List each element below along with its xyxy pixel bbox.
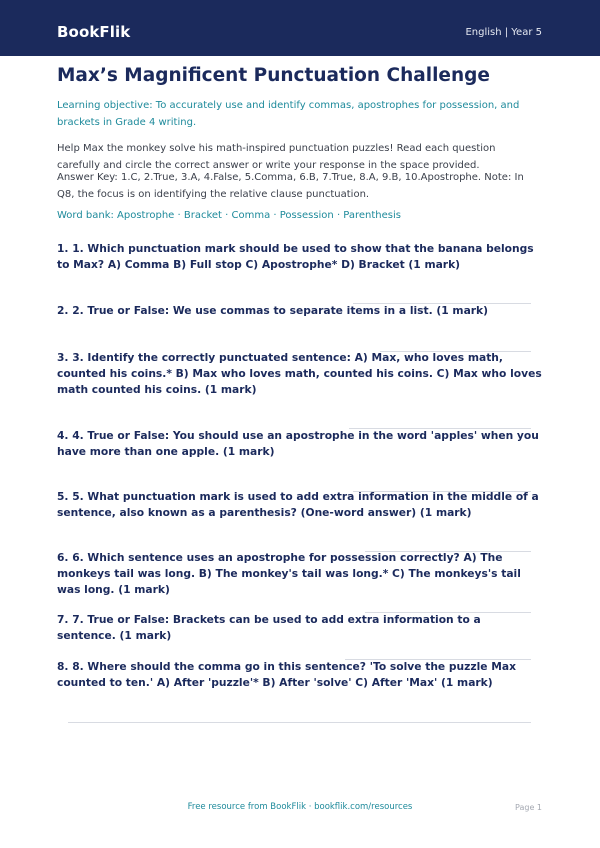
question-2: 2. 2. True or False: We use commas to separate items in a list. (1 mark) xyxy=(57,304,489,317)
question-3: 3. 3. Identify the correctly punctuated sentence: A) Max, who loves math, counted his coins.* B) Max who loves math, counted his coins. C) Max who loves math counted his coins. (1 mark) xyxy=(57,351,542,396)
instructions: Help Max the monkey solve his math-inspired punctuation puzzles! Read each question carefully and circle the correct answer or write your response in the space provided. xyxy=(57,143,496,171)
question-8: 8. 8. Where should the comma go in this sentence? 'To solve the puzzle Max counted to ten.' A) After 'puzzle'* B) After 'solve' C) After 'Max' (1 mark) xyxy=(57,660,516,689)
worksheet-title: Max’s Magnificent Punctuation Challenge xyxy=(57,65,490,86)
question-4: 4. 4. True or False: You should use an apostrophe in the word 'apples' when you have more than one apple. (1 mark) xyxy=(57,429,539,458)
question-6: 6. 6. Which sentence uses an apostrophe for possession correctly? A) The monkeys tail was long. B) The monkey's tail was long.* C) The monkeys's tail was long. (1 mark) xyxy=(57,551,521,596)
answer-line[interactable] xyxy=(68,722,531,723)
question-7: 7. 7. True or False: Brackets can be used to add extra information to a sentence. (1 mark) xyxy=(57,613,481,642)
learning-objective: Learning objective: To accurately use and identify commas, apostrophes for possession, and brackets in Grade 4 writing. xyxy=(57,100,520,128)
brand-logo-text: BookFlik xyxy=(57,23,131,41)
answer-key: Answer Key: 1.C, 2.True, 3.A, 4.False, 5.Comma, 6.B, 7.True, 8.A, 9.B, 10.Apostrophe. Note: In Q8, the focus is on identifying the relative clause punctuation. xyxy=(57,172,524,200)
page-header xyxy=(0,0,600,56)
question-5: 5. 5. What punctuation mark is used to add extra information in the middle of a sentence, also known as a parenthesis? (One-word answer) (1 mark) xyxy=(57,490,539,519)
subject-year-label: English | Year 5 xyxy=(465,27,542,38)
question-1: 1. 1. Which punctuation mark should be used to show that the banana belongs to Max? A) Comma B) Full stop C) Apostrophe* D) Bracket (1 mark) xyxy=(57,242,534,271)
footer-source: Free resource from BookFlik · bookflik.com/resources xyxy=(187,802,413,812)
word-bank: Word bank: Apostrophe · Bracket · Comma · Possession · Parenthesis xyxy=(57,210,401,221)
page-number: Page 1 xyxy=(515,803,542,812)
